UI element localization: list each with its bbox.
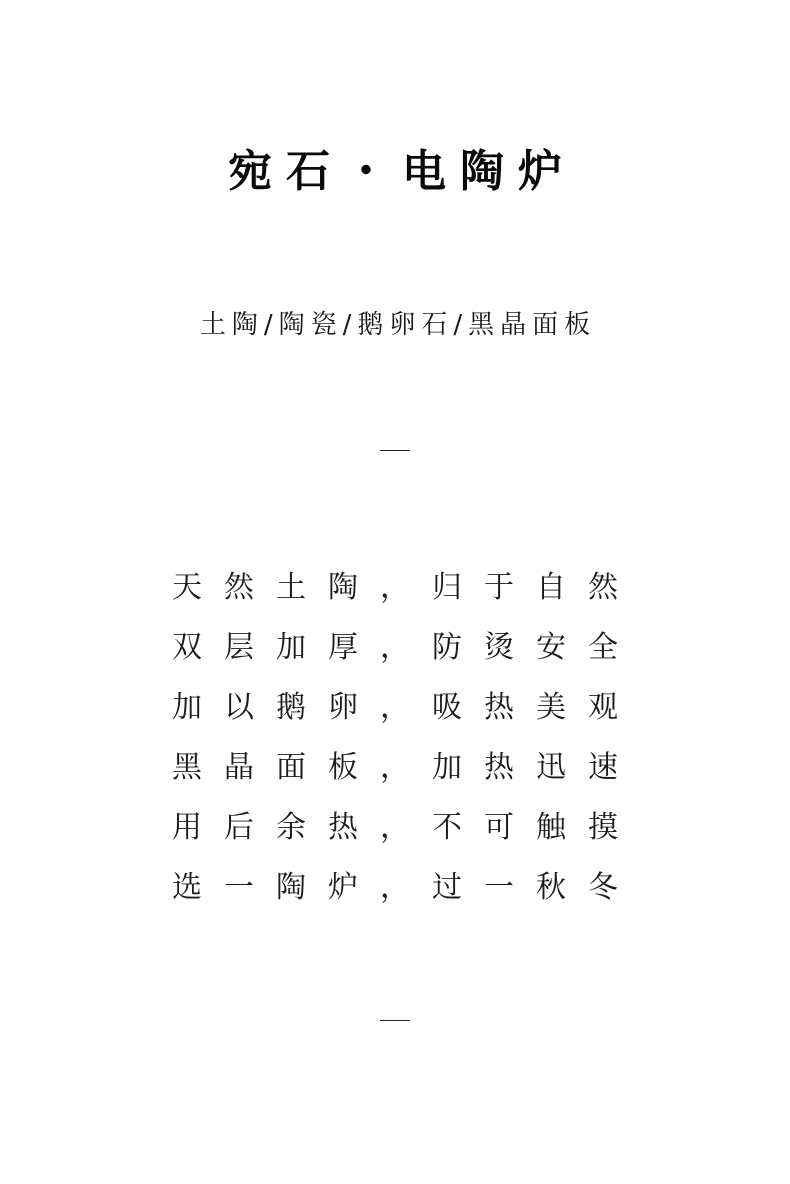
poem-line-3: 加以鹅卵，吸热美观 <box>172 690 640 725</box>
material-subtitle: 土陶/陶瓷/鹅卵石/黑晶面板 <box>199 310 597 340</box>
poem-block <box>0 563 790 923</box>
top-divider <box>380 450 410 451</box>
poem-line-2: 双层加厚，防烫安全 <box>172 630 640 665</box>
poem-line-5: 用后余热，不可触摸 <box>172 810 640 845</box>
poem-line-4: 黑晶面板，加热迅速 <box>172 750 640 785</box>
bottom-divider <box>380 1020 410 1021</box>
poem-line-6: 选一陶炉，过一秋冬 <box>172 870 640 905</box>
page-title: 宛石・电陶炉 <box>228 146 576 197</box>
poem-line-1: 天然土陶，归于自然 <box>172 570 640 605</box>
